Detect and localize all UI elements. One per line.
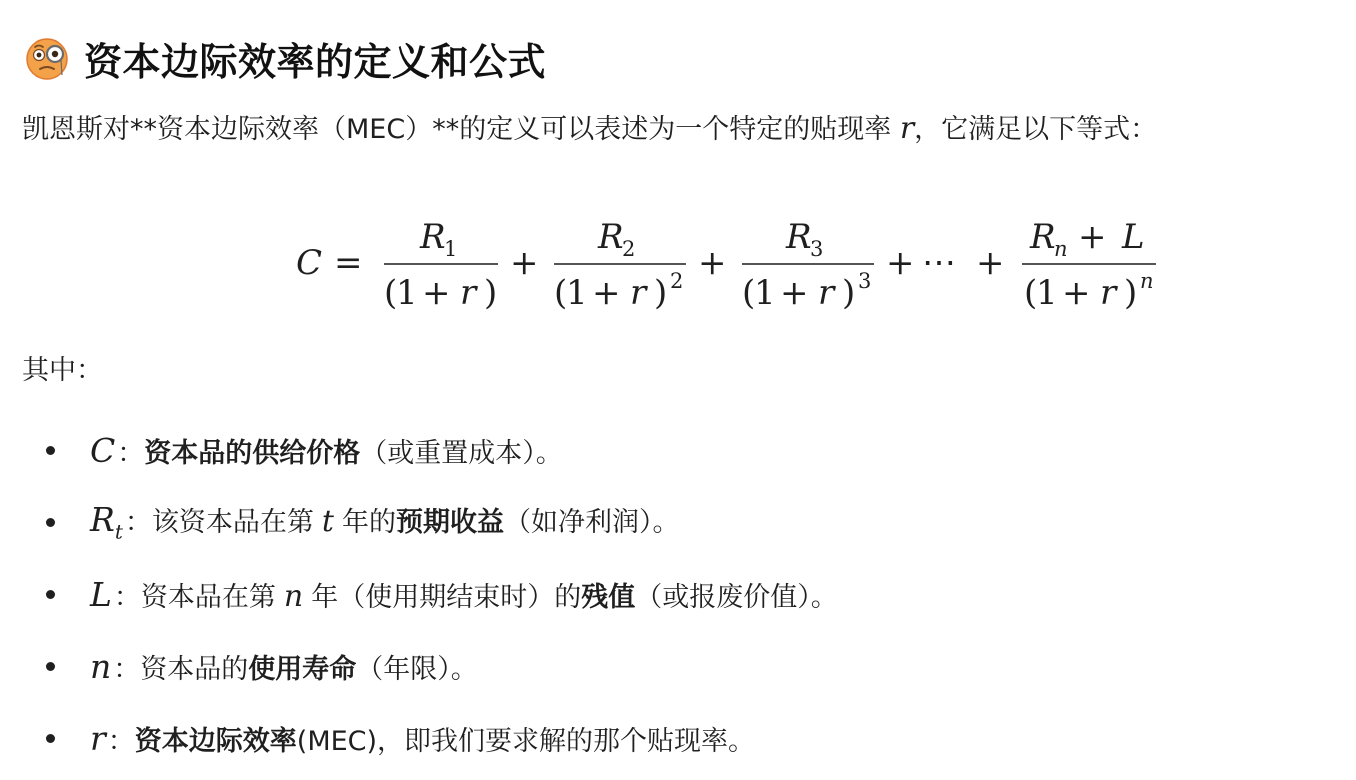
where-label: 其中：: [22, 355, 103, 386]
intro-text-after: ，它满足以下等式：: [914, 114, 1158, 145]
formula-lhs: C: [296, 243, 323, 283]
term-3-one: 1: [754, 273, 776, 313]
definition-item-n: [0, 630, 838, 702]
bullet-icon: [46, 590, 55, 599]
definition-inline-var: t: [321, 504, 334, 540]
mec-formula-svg: [292, 212, 1172, 322]
term-2-rate: r: [630, 273, 647, 313]
definition-pre2: 年（使用期结束时）的: [311, 581, 582, 613]
formula-ellipsis: ⋯: [922, 243, 956, 283]
term-2-plus: +: [592, 273, 621, 313]
term-n-rate: r: [1100, 273, 1117, 313]
definitions-list: [0, 414, 838, 774]
term-3-close-paren: ): [842, 273, 856, 313]
definition-symbol: [90, 500, 123, 544]
definition-symbol: r: [90, 718, 106, 758]
definition-post: （或报废价值）。: [635, 581, 838, 613]
term-2-close-paren: ): [654, 273, 668, 313]
monocle-face-emoji-icon: [24, 35, 70, 81]
term-1-plus: +: [422, 273, 451, 313]
term-3-rate: r: [818, 273, 835, 313]
definition-symbol: C: [90, 430, 116, 470]
formula-plus-3: +: [886, 243, 915, 283]
definition-post: (MEC)，即我们要求解的那个贴现率。: [296, 725, 756, 757]
definition-content: [90, 500, 679, 544]
definition-bold: 残值: [581, 581, 636, 613]
intro-text-before: 凯恩斯对**资本边际效率（MEC）**的定义可以表述为一个特定的贴现率: [22, 114, 892, 145]
term-2-open-paren: (: [554, 273, 568, 313]
term-n-open-paren: (: [1024, 273, 1038, 313]
definition-item-l: [0, 558, 838, 630]
definition-content: [90, 719, 755, 758]
term-3-num-sub: 3: [810, 237, 824, 261]
definition-item-c: [0, 414, 838, 486]
definition-item-rt: [0, 486, 838, 558]
definition-symbol: n: [90, 646, 112, 686]
formula-plus-1: +: [510, 243, 539, 283]
definition-pre: 资本品在第: [140, 581, 276, 613]
term-n-exponent: n: [1140, 269, 1154, 293]
definition-bold: 预期收益: [395, 507, 504, 539]
bullet-icon: [46, 446, 55, 455]
definition-bold: 资本边际效率: [134, 725, 297, 757]
term-n-num-plus: +: [1078, 217, 1107, 257]
section-title: 资本边际效率的定义和公式: [84, 39, 547, 84]
definition-content: [90, 575, 838, 614]
term-3-exponent: 3: [858, 269, 872, 293]
term-2-one: 1: [566, 273, 588, 313]
definition-colon: ：: [113, 581, 141, 613]
term-n-plus: +: [1062, 273, 1091, 313]
definition-content: [90, 431, 563, 470]
term-3-num-var: R: [786, 217, 812, 257]
definition-post: （如净利润）。: [503, 507, 680, 539]
bullet-icon: [46, 734, 55, 743]
term-1-close-paren: ): [484, 273, 498, 313]
formula-term-2: [554, 217, 686, 313]
term-1-num-var: R: [420, 217, 446, 257]
term-n-close-paren: ): [1124, 273, 1138, 313]
section-heading: [24, 28, 546, 88]
term-1-open-paren: (: [384, 273, 398, 313]
definition-post: （年限）。: [356, 653, 478, 685]
formula-term-3: [742, 217, 874, 313]
definition-symbol: L: [90, 574, 112, 614]
definition-pre: 资本品的: [140, 653, 249, 685]
definition-symbol-main: R: [90, 500, 115, 540]
term-2-num-var: R: [598, 217, 624, 257]
term-3-open-paren: (: [742, 273, 756, 313]
definition-colon: ：: [117, 437, 145, 469]
definition-inline-var: n: [283, 578, 304, 614]
formula-plus-2: +: [698, 243, 727, 283]
bullet-icon: [46, 662, 55, 671]
definition-colon: ：: [113, 653, 141, 685]
mec-formula: [292, 212, 1172, 322]
term-1-num-sub: 1: [444, 237, 458, 261]
definition-bold: 使用寿命: [248, 653, 357, 685]
definition-post: （或重置成本）。: [360, 437, 563, 469]
term-n-num-extra: L: [1122, 217, 1145, 257]
term-3-plus: +: [780, 273, 809, 313]
term-n-num-var: R: [1030, 217, 1056, 257]
intro-paragraph: [22, 106, 1157, 153]
term-2-exponent: 2: [670, 269, 684, 293]
definition-item-r: [0, 702, 838, 774]
term-n-num-sub: n: [1054, 237, 1068, 261]
formula-term-n: [1022, 217, 1156, 313]
definition-colon: ：: [124, 507, 152, 539]
term-1-rate: r: [460, 273, 477, 313]
bullet-icon: [46, 518, 55, 527]
definition-bold: 资本品的供给价格: [144, 437, 361, 469]
definition-symbol-sub: t: [114, 519, 123, 544]
term-n-one: 1: [1036, 273, 1058, 313]
term-2-num-sub: 2: [622, 237, 636, 261]
formula-plus-4: +: [976, 243, 1005, 283]
formula-term-1: [384, 217, 498, 313]
definition-pre2: 年的: [341, 507, 396, 539]
definition-pre: 该资本品在第: [151, 507, 314, 539]
formula-equals: =: [334, 243, 363, 283]
definition-content: [90, 647, 478, 686]
definition-colon: ：: [107, 725, 135, 757]
term-1-one: 1: [396, 273, 418, 313]
intro-rate-symbol: r: [899, 111, 915, 146]
